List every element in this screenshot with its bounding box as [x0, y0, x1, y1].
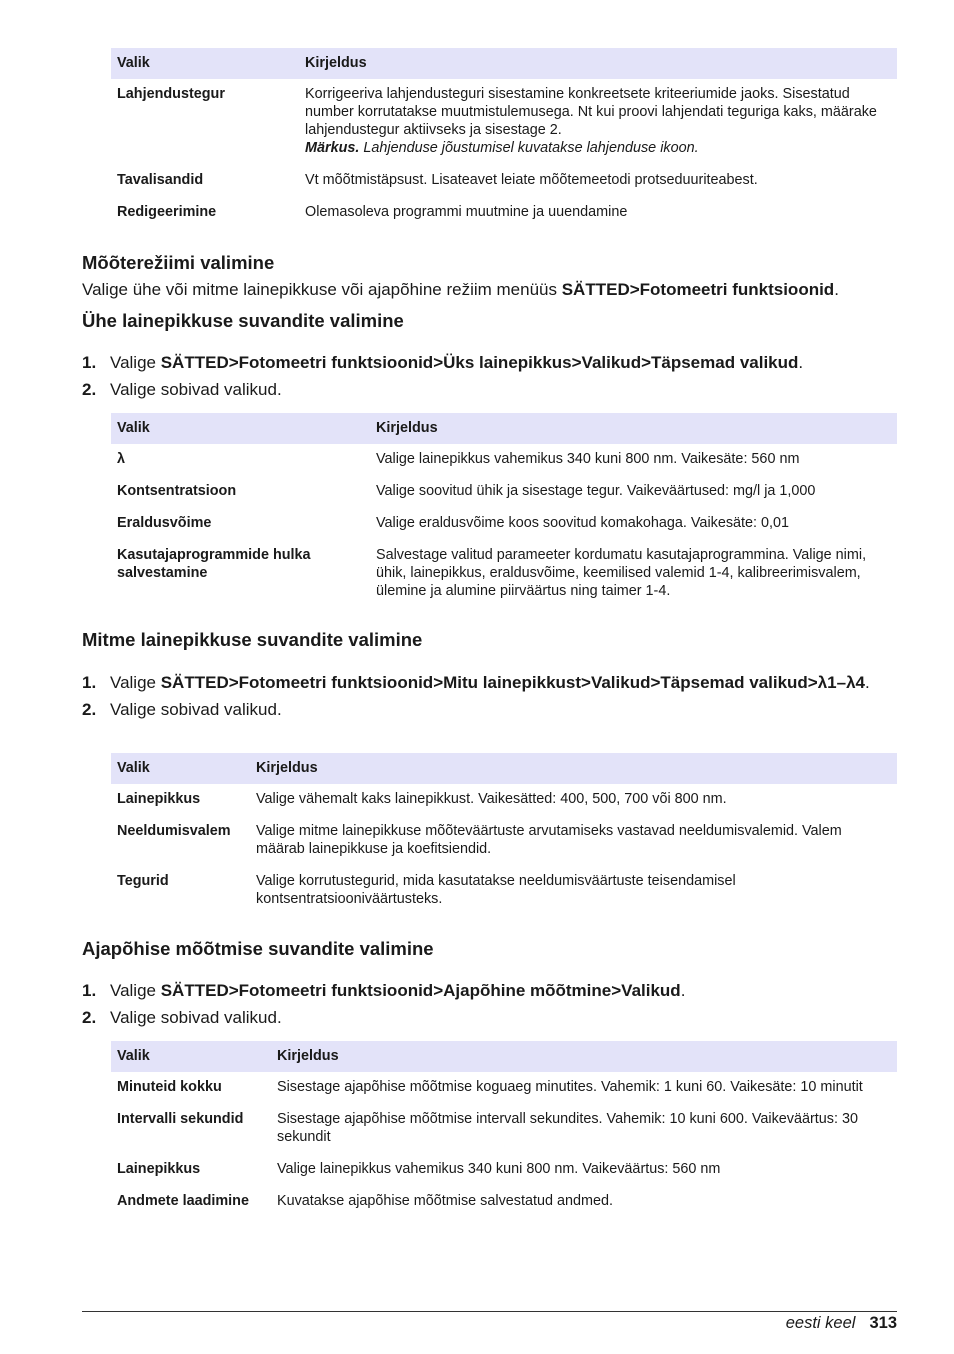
- options-table-time-based: [111, 1041, 897, 1218]
- section-paragraph: [82, 279, 897, 300]
- step-text: Valige sobivad valikud.: [110, 1008, 282, 1027]
- step-text: Valige: [110, 673, 161, 692]
- step-text: Valige: [110, 981, 161, 1000]
- options-table-general: [111, 48, 897, 229]
- option-name: Redigeerimine: [117, 204, 217, 220]
- option-description: [299, 79, 897, 165]
- option-description: Valige mitme lainepikkuse mõõteväärtuste arvutamiseks vastavad neeldumisvalemid. Valem määrab lainepikkuse ja koefitsiendid.: [256, 823, 842, 857]
- option-description: Valige soovitud ühik ja sisestage tegur. Vaikeväärtused: mg/l ja 1,000: [376, 483, 816, 499]
- column-header-description: Kirjeldus: [370, 413, 897, 444]
- table-row: [111, 476, 897, 508]
- table-row: [111, 816, 897, 866]
- option-description: Valige vähemalt kaks lainepikkust. Vaikesätted: 400, 500, 700 või 800 nm.: [256, 791, 727, 807]
- option-name: Lainepikkus: [117, 791, 201, 807]
- step-item: [82, 380, 897, 400]
- option-name: Lahjendustegur: [117, 86, 225, 102]
- option-name: λ: [117, 451, 126, 467]
- menu-path: SÄTTED>Fotomeetri funktsioonid>Mitu lainepikkust>Valikud>Täpsemad valikud>λ1–λ4: [160, 673, 865, 692]
- step-item: [82, 673, 897, 693]
- column-header-option: Valik: [111, 48, 299, 79]
- column-header-option: Valik: [111, 1041, 271, 1072]
- step-number: 1.: [82, 353, 97, 372]
- section-heading-measurement-mode: Mõõterežiimi valimine: [82, 252, 275, 273]
- options-table-single-wavelength: [111, 413, 897, 608]
- description-text: Korrigeeriva lahjendusteguri sisestamine konkreetsete kriteeriumide jaoks. Sisestatud number korrutatakse muutmistulemusega. Nt kui proovi lahjendati teguriga kaks, määrake lahjendustegur aktiivseks ja sisestage 2.: [305, 86, 877, 138]
- paragraph-text-end: .: [834, 280, 839, 299]
- section-heading-single-wavelength: Ühe lainepikkuse suvandite valimine: [82, 310, 404, 331]
- step-text: Valige: [110, 353, 161, 372]
- step-number: 2.: [82, 700, 97, 719]
- menu-path: SÄTTED>Fotomeetri funktsioonid>Ajapõhine mõõtmine>Valikud: [160, 981, 681, 1000]
- option-name: Kasutajaprogrammide hulka salvestamine: [117, 547, 311, 581]
- step-text: Valige sobivad valikud.: [110, 700, 282, 719]
- table-row: [111, 508, 897, 540]
- option-description: Salvestage valitud parameeter kordumatu kasutajaprogrammina. Valige nimi, ühik, lainepikkus, eraldusvõime, keemilised valemid 1-4, kalibreerimisvalem, ülemine ja alumine piirväärtus ning taimer 1-4.: [376, 547, 867, 599]
- option-description: Valige eraldusvõime koos soovitud komakohaga. Vaikesäte: 0,01: [376, 515, 790, 531]
- step-text: Valige sobivad valikud.: [110, 380, 282, 399]
- steps-list: [82, 353, 897, 407]
- table-row: [111, 866, 897, 916]
- table-row: [111, 1072, 897, 1104]
- paragraph-text: Valige ühe või mitme lainepikkuse või ajapõhine režiim menüüs: [82, 280, 562, 299]
- table-row: [111, 197, 897, 229]
- option-name: Andmete laadimine: [117, 1193, 249, 1209]
- step-item: [82, 353, 897, 373]
- steps-list: [82, 673, 897, 727]
- option-description: Sisestage ajapõhise mõõtmise koguaeg minutites. Vahemik: 1 kuni 60. Vaikesäte: 10 minutit: [277, 1079, 863, 1095]
- option-name: Kontsentratsioon: [117, 483, 237, 499]
- options-table-multi-wavelength: [111, 753, 897, 916]
- table-row: [111, 165, 897, 197]
- footer-divider: [82, 1311, 897, 1312]
- table-row: [111, 784, 897, 816]
- step-item: [82, 700, 897, 720]
- step-item: [82, 981, 897, 1001]
- menu-path: SÄTTED>Fotomeetri funktsioonid>Üks lainepikkus>Valikud>Täpsemad valikud: [160, 353, 799, 372]
- step-text-end: .: [865, 673, 870, 692]
- step-item: [82, 1008, 897, 1028]
- page-footer: [786, 1313, 897, 1333]
- table-row: [111, 1186, 897, 1218]
- page-number: 313: [869, 1314, 897, 1332]
- option-description: Olemasoleva programmi muutmine ja uuendamine: [305, 204, 628, 220]
- column-header-option: Valik: [111, 413, 370, 444]
- option-description: Vt mõõtmistäpsust. Lisateavet leiate mõõtemeetodi protseduuriteabest.: [305, 172, 758, 188]
- footer-language: eesti keel: [785, 1314, 856, 1332]
- table-header-row: [111, 1041, 897, 1072]
- step-text-end: .: [798, 353, 804, 372]
- table-row: [111, 540, 897, 608]
- table-row: [111, 79, 897, 165]
- step-number: 2.: [82, 1008, 97, 1027]
- option-description: Kuvatakse ajapõhise mõõtmise salvestatud andmed.: [277, 1193, 613, 1209]
- option-description: Sisestage ajapõhise mõõtmise intervall sekundites. Vahemik: 10 kuni 600. Vaikeväärtus: 30 sekundit: [277, 1111, 859, 1145]
- table-row: [111, 1154, 897, 1186]
- option-name: Tavalisandid: [117, 172, 204, 188]
- table-header-row: [111, 413, 897, 444]
- note-text: Lahjenduse jõustumisel kuvatakse lahjenduse ikoon.: [359, 140, 699, 156]
- section-heading-multi-wavelength: Mitme lainepikkuse suvandite valimine: [82, 629, 423, 650]
- menu-path: SÄTTED>Fotomeetri funktsioonid: [561, 280, 835, 299]
- column-header-description: Kirjeldus: [299, 48, 897, 79]
- table-header-row: [111, 753, 897, 784]
- option-name: Neeldumisvalem: [117, 823, 231, 839]
- option-name: Tegurid: [117, 873, 169, 889]
- option-name: Intervalli sekundid: [117, 1111, 244, 1127]
- option-name: Eraldusvõime: [117, 515, 212, 531]
- table-row: [111, 1104, 897, 1154]
- steps-list: [82, 981, 897, 1035]
- option-description: Valige korrutustegurid, mida kasutatakse neeldumisväärtuste teisendamisel kontsentratsiooniväärtusteks.: [256, 873, 736, 907]
- step-text-end: .: [680, 981, 686, 1000]
- table-row: [111, 444, 897, 476]
- table-header-row: [111, 48, 897, 79]
- option-description: Valige lainepikkus vahemikus 340 kuni 800 nm. Vaikesäte: 560 nm: [376, 451, 800, 467]
- step-number: 1.: [82, 673, 97, 692]
- step-number: 1.: [82, 981, 97, 1000]
- option-description: Valige lainepikkus vahemikus 340 kuni 800 nm. Vaikeväärtus: 560 nm: [277, 1161, 721, 1177]
- column-header-description: Kirjeldus: [271, 1041, 897, 1072]
- option-name: Lainepikkus: [117, 1161, 201, 1177]
- column-header-option: Valik: [111, 753, 250, 784]
- option-name: Minuteid kokku: [117, 1079, 222, 1095]
- column-header-description: Kirjeldus: [250, 753, 897, 784]
- section-heading-time-based: Ajapõhise mõõtmise suvandite valimine: [82, 938, 434, 959]
- step-number: 2.: [82, 380, 97, 399]
- note-label: Märkus.: [305, 140, 360, 156]
